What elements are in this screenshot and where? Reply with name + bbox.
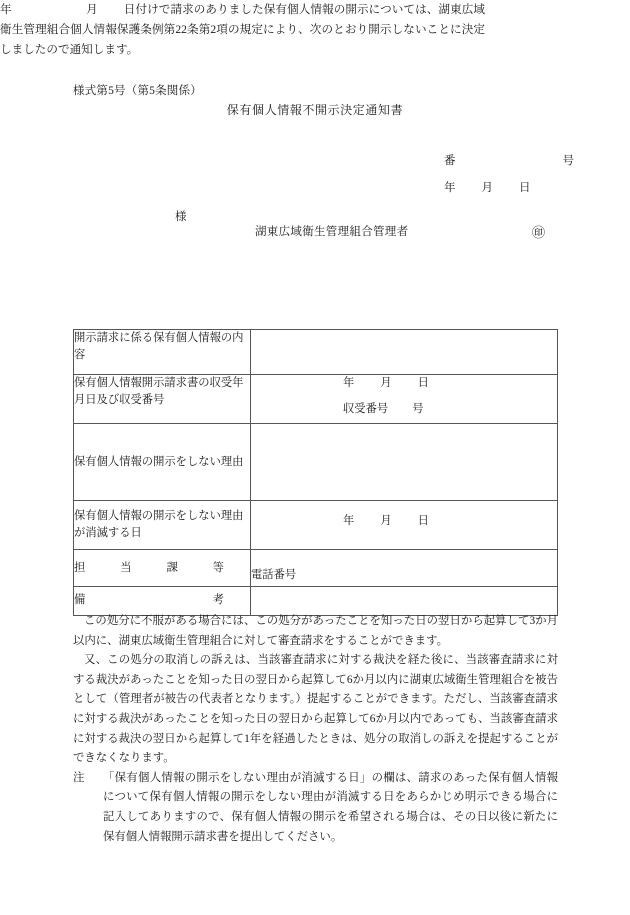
footer-paragraph-1: この処分に不服がある場合には、この処分があったことを知った日の翌日から起算して3か月以内に、湖東広域衛生管理組合に対して審査請求をすることができます。 (73, 615, 558, 647)
notification-table (73, 329, 558, 616)
expiry-year: 年 (343, 515, 355, 527)
document-date-year: 年 (444, 182, 456, 194)
row-value-disclosure-content[interactable] (251, 330, 558, 375)
row-value-reason[interactable] (251, 424, 558, 501)
table-row (74, 424, 558, 501)
row-label-reason (74, 424, 251, 501)
document-number-unit: 号 (562, 155, 574, 167)
document-number-row (444, 152, 574, 168)
receipt-year: 年 (343, 377, 355, 389)
table-row (74, 501, 558, 550)
table-row (74, 375, 558, 424)
expiry-date-fields (343, 513, 557, 530)
receipt-number-fields (343, 401, 557, 418)
seal-icon: ㊞ (532, 225, 546, 240)
receipt-month: 月 (380, 377, 392, 389)
expiry-day: 日 (417, 515, 429, 527)
body-text: 日付けで請求のありました保有個人情報の開示については、湖東広域衛生管理組合個人情報保護条例第22条第2項の規定により、次のとおり開示しないことに決定しましたので通知します。 (0, 3, 485, 56)
remarks-char-1: 備 (74, 594, 86, 606)
footer-paragraph-2: 又、この処分の取消しの訴えは、当該審査請求に対する裁決を経た後に、当該審査請求に対する裁決があったことを知った日の翌日から起算して6か月以内に湖東広域衛生管理組合を被告として（管理者が被告の代表者となります。）提起することができます。ただし、当該審査請求に対する裁決があったことを知った日の翌日から起算して6か月以内であっても、当該審査請求に対する裁決の翌日から起算して1年を経過したときは、処分の取消しの訴えを提起することができなくなります。 (73, 654, 558, 765)
row-label-disclosure-content: 開示請求に係る保有個人情報の内容 (74, 330, 251, 375)
department-char-3: 課 (166, 562, 178, 574)
row-label-receipt: 保有個人情報開示請求書の収受年月日及び収受番号 (74, 375, 251, 424)
note-marker: 注 (73, 771, 85, 784)
department-char-1: 担 (74, 562, 86, 574)
footer-notes (73, 612, 558, 847)
document-meta (444, 152, 574, 206)
body-date-month: 月 (86, 3, 98, 16)
remarks-char-2: 考 (212, 594, 224, 606)
document-number-label: 番 (444, 155, 456, 167)
addressee-suffix: 様 (175, 211, 187, 223)
document-date-month: 月 (481, 182, 493, 194)
phone-number-label: 電話番号 (251, 569, 297, 581)
note-text: 「保有個人情報の開示をしない理由が消滅する日」の欄は、請求のあった保有個人情報について保有個人情報の開示をしない理由が消滅する日をあらかじめ明示できる場合に記入してありますので、保有個人情報の開示を希望される場合は、その日以後に新たに保有個人情報開示請求書を提出してください。 (103, 771, 558, 843)
receipt-number-label: 収受番号 (343, 403, 389, 415)
row-label-department (74, 550, 251, 587)
table-row (74, 330, 558, 375)
row-value-department[interactable] (251, 550, 558, 587)
body-date-year: 年 (0, 3, 12, 16)
row-value-reason-expiry[interactable] (251, 501, 558, 550)
expiry-month: 月 (380, 515, 392, 527)
issuer-name: 湖東広域衛生管理組合管理者 (255, 226, 409, 238)
document-title: 保有個人情報不開示決定通知書 (226, 103, 404, 117)
row-value-receipt[interactable] (251, 375, 558, 424)
row-label-reason-expiry (74, 501, 251, 550)
document-date-day: 日 (519, 182, 531, 194)
body-paragraph (0, 0, 485, 60)
receipt-date-fields (343, 375, 557, 392)
footer-note (73, 769, 558, 847)
receipt-day: 日 (417, 377, 429, 389)
department-char-4: 等 (212, 562, 224, 574)
table-row (74, 550, 558, 587)
row-label-reason-text: 保有個人情報の開示をしない理由 (74, 455, 244, 468)
document-date-row (444, 179, 574, 195)
receipt-number-unit: 号 (412, 403, 424, 415)
department-char-2: 当 (120, 562, 132, 574)
row-label-reason-expiry-text: 保有個人情報の開示をしない理由が消滅する日 (74, 510, 244, 539)
form-number: 様式第5号（第5条関係） (73, 85, 202, 97)
